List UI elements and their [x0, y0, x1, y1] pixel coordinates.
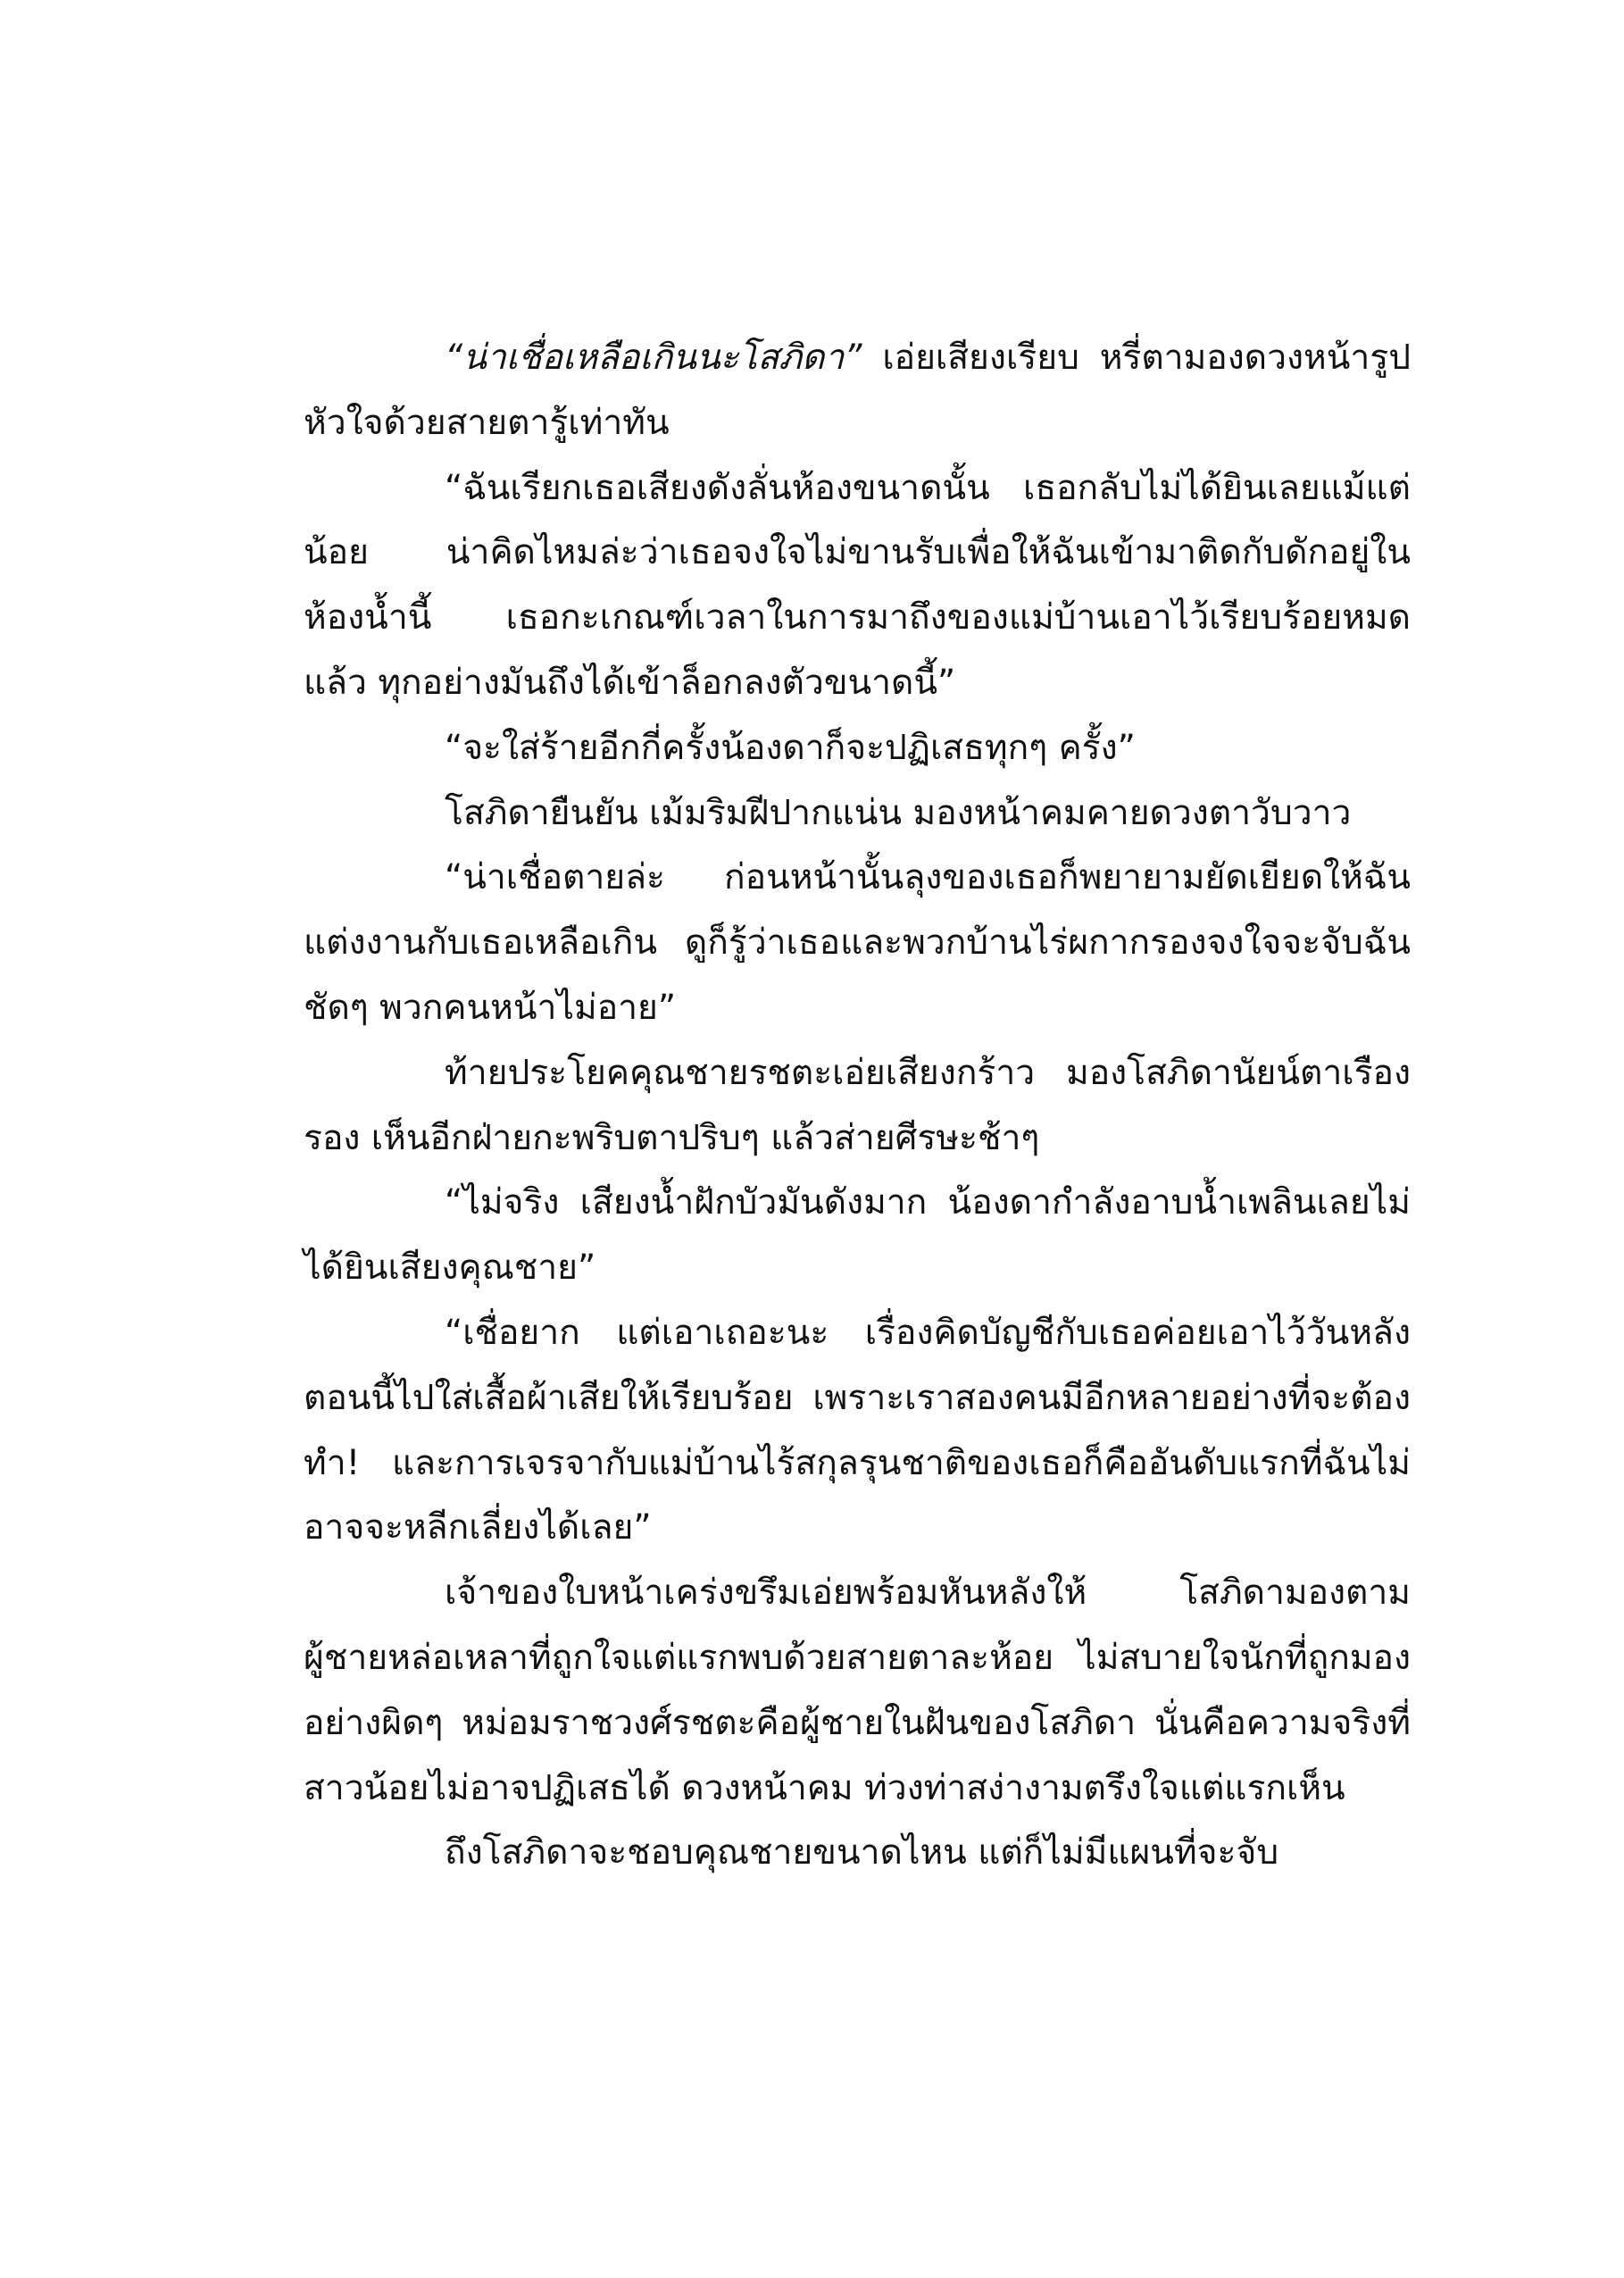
paragraph-7: “ไม่จริง เสียงน้ำฝักบัวมันดังมาก น้องดากำลังอาบน้ำเพลินเลยไม่ได้ยินเสียงคุณชาย” — [304, 1182, 1411, 1289]
paragraph-6: ท้ายประโยคคุณชายรชตะเอ่ยเสียงกร้าว มองโสภิดานัยน์ตาเรืองรอง เห็นอีกฝ่ายกะพริบตาปริบๆ แล้วส่ายศีรษะช้าๆ — [304, 1052, 1411, 1158]
paragraph-10: ถึงโสภิดาจะชอบคุณชายขนาดไหน แต่ก็ไม่มีแผนที่จะจับ — [445, 1832, 1279, 1873]
body-text — [304, 326, 1411, 1886]
italic-quote: “น่าเชื่อเหลือเกินนะโสภิดา” — [445, 338, 862, 378]
paragraph-5: “น่าเชื่อตายล่ะ ก่อนหน้านั้นลุงของเธอก็พยายามยัดเยียดให้ฉันแต่งงานกับเธอเหลือเกิน ดูก็รู้ว่าเธอและพวกบ้านไร่ผกากรองจงใจจะจับฉันชัดๆ พวกคนหน้าไม่อาย” — [304, 857, 1411, 1028]
paragraph-1-text: เอ่ยเสียงเรียบ หรี่ตามองดวงหน้ารูปหัวใจด้วยสายตารู้เท่าทัน — [304, 338, 1411, 443]
paragraph-9: เจ้าของใบหน้าเคร่งขรึมเอ่ยพร้อมหันหลังให้ โสภิดามองตามผู้ชายหล่อเหลาที่ถูกใจแต่แรกพบด้วยสายตาละห้อย ไม่สบายใจนักที่ถูกมองอย่างผิดๆ หม่อมราชวงศ์รชตะคือผู้ชายในฝันของโสภิดา นั่นคือความจริงที่สาวน้อยไม่อาจปฏิเสธได้ ดวงหน้าคม ท่วงท่าสง่างามตรึงใจแต่แรกเห็น — [304, 1573, 1411, 1808]
paragraph-8: “เชื่อยาก แต่เอาเถอะนะ เรื่องคิดบัญชีกับเธอค่อยเอาไว้วันหลังตอนนี้ไปใส่เสื้อผ้าเสียให้เรียบร้อย เพราะเราสองคนมีอีกหลายอย่างที่จะต้องทำ! และการเจรจากับแม่บ้านไร้สกุลรุนชาติของเธอก็คืออันดับแรกที่ฉันไม่อาจจะหลีกเลี่ยงได้เลย” — [304, 1312, 1411, 1548]
paragraph-2: “ฉันเรียกเธอเสียงดังลั่นห้องขนาดนั้น เธอกลับไม่ได้ยินเลยแม้แต่น้อย น่าคิดไหมล่ะว่าเธอจงใจไม่ขานรับเพื่อให้ฉันเข้ามาติดกับดักอยู่ในห้องน้ำนี้ เธอกะเกณฑ์เวลาในการมาถึงของแม่บ้านเอาไว้เรียบร้อยหมดแล้ว ทุกอย่างมันถึงได้เข้าล็อกลงตัวขนาดนี้” — [304, 467, 1411, 703]
paragraph-3: “จะใส่ร้ายอีกกี่ครั้งน้องดาก็จะปฏิเสธทุกๆ ครั้ง” — [445, 727, 1136, 768]
paragraph-1 — [304, 326, 1411, 456]
paragraph-4: โสภิดายืนยัน เม้มริมฝีปากแน่น มองหน้าคมคายดวงตาวับวาว — [445, 792, 1352, 833]
